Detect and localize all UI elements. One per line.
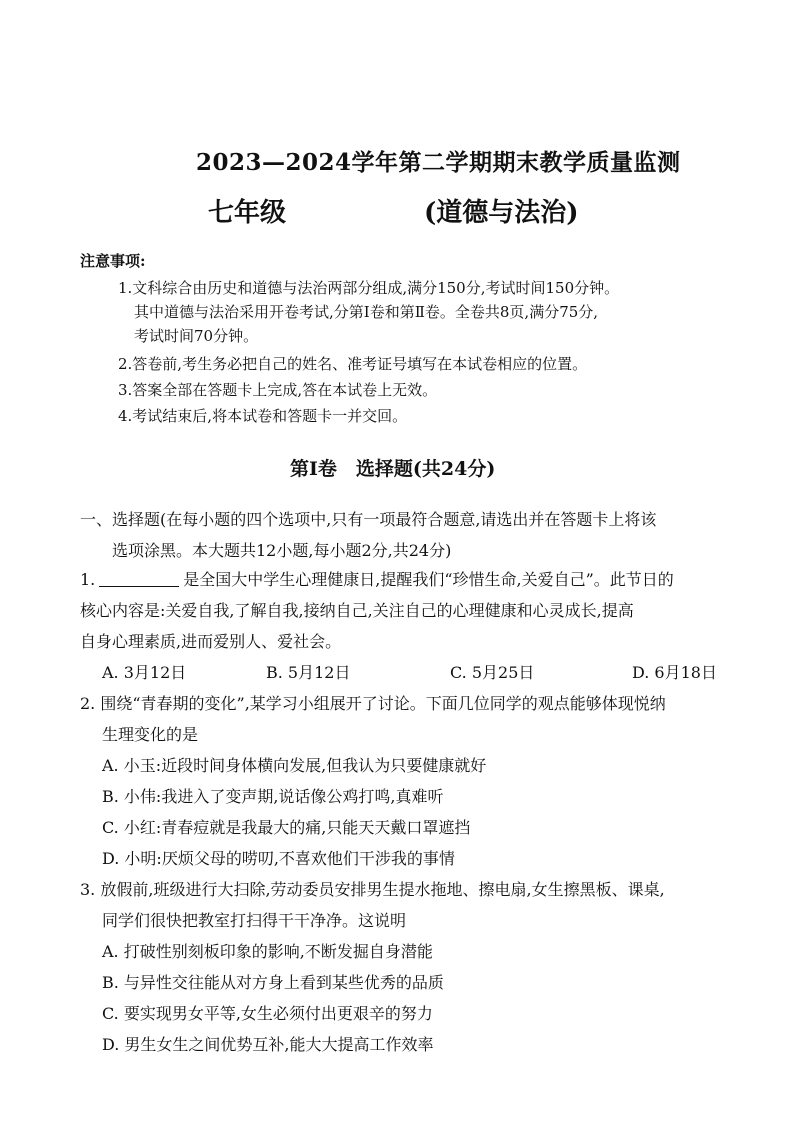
subject-label: (道德与法治): [424, 198, 579, 228]
part-line-2: 选项涂黑。本大题共12小题,每小题2分,共24分): [112, 541, 452, 560]
option-d: D. 男生女生之间优势互补,能大大提高工作效率: [102, 1035, 434, 1054]
option-d: D. 6月18日: [632, 663, 717, 682]
question-3-stem-line-2: 同学们很快把教室打扫得干干净净。这说明: [102, 911, 407, 930]
note-item-4: 4.考试结束后,将本试卷和答题卡一并交回。: [118, 407, 408, 425]
note-line: 其中道德与法治采用开卷考试,分第Ⅰ卷和第Ⅱ卷。全卷共8页,满分75分,: [134, 303, 599, 321]
question-3-stem-line-1: 3. 放假前,班级进行大扫除,劳动委员安排男生提水拖地、擦电扇,女生擦黑板、课桌,: [80, 880, 665, 899]
note-item-1: [118, 276, 758, 348]
grade-label: 七年级: [208, 198, 287, 228]
option-c: C. 要实现男女平等,女生必须付出更艰辛的努力: [102, 1004, 433, 1023]
note-item-2: 2.答卷前,考生务必把自己的姓名、准考证号填写在本试卷相应的位置。: [118, 355, 588, 373]
question-stem-text: 是全国大中学生心理健康日,提醒我们“珍惜生命,关爱自己”。此节日的: [183, 570, 674, 589]
question-2: [80, 688, 760, 874]
option-d: D. 小明:厌烦父母的唠叨,不喜欢他们干涉我的事情: [102, 849, 455, 868]
question-1: [80, 564, 760, 688]
option-b: B. 小伟:我进入了变声期,说话像公鸡打鸣,真难听: [102, 787, 444, 806]
note-line: 考试时间70分钟。: [134, 327, 259, 345]
note-item-3: 3.答案全部在答题卡上完成,答在本试卷上无效。: [118, 381, 438, 399]
option-b: B. 5月12日: [266, 663, 351, 682]
question-1-stem-line-1: [80, 564, 760, 595]
question-3: [80, 874, 770, 1060]
section-title: 第Ⅰ卷 选择题(共24分): [290, 458, 496, 480]
question-1-options: [80, 657, 760, 688]
option-a: A. 小玉:近段时间身体横向发展,但我认为只要健康就好: [102, 756, 487, 775]
fill-in-blank: [99, 568, 179, 587]
question-1-stem-line-2: 核心内容是:关爱自我,了解自我,接纳自己,关注自己的心理健康和心灵成长,提高: [80, 601, 634, 620]
notes-heading: 注意事项:: [80, 252, 146, 270]
question-1-stem-line-3: 自身心理素质,进而爱别人、爱社会。: [80, 632, 342, 651]
option-c: C. 小红:青春痘就是我最大的痛,只能天天戴口罩遮挡: [102, 818, 471, 837]
question-number: 1.: [80, 570, 96, 589]
question-2-stem-line-1: 2. 围绕“青春期的变化”,某学习小组展开了讨论。下面几位同学的观点能够体现悦纳: [80, 694, 666, 713]
note-line: 1.文科综合由历史和道德与法治两部分组成,满分150分,考试时间150分钟。: [118, 279, 620, 297]
part-instructions: [80, 504, 760, 566]
exam-title: 2023—2024学年第二学期期末教学质量监测: [196, 149, 681, 176]
question-2-stem-line-2: 生理变化的是: [102, 725, 199, 744]
option-c: C. 5月25日: [450, 663, 535, 682]
option-a: A. 打破性别刻板印象的影响,不断发掘自身潜能: [102, 942, 433, 961]
option-b: B. 与异性交往能从对方身上看到某些优秀的品质: [102, 973, 444, 992]
part-line-1: 一、选择题(在每小题的四个选项中,只有一项最符合题意,请选出并在答题卡上将该: [80, 510, 657, 529]
option-a: A. 3月12日: [102, 663, 187, 682]
